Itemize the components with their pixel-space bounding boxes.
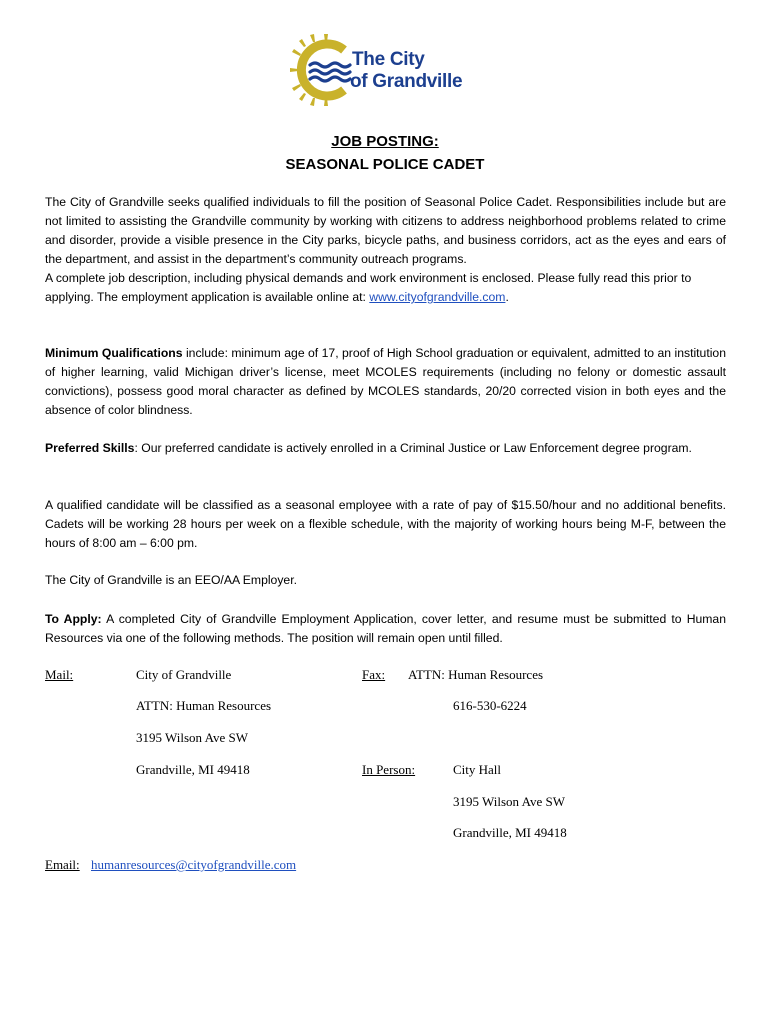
apply-paragraph (45, 610, 726, 648)
logo-text-line1: The City (352, 49, 425, 70)
in-person-label: In Person: (362, 762, 416, 777)
email-link[interactable]: humanresources@cityofgrandville.com (91, 857, 297, 872)
skills-paragraph (45, 439, 726, 458)
fax-label: Fax: (362, 667, 386, 682)
qualifications-paragraph (45, 344, 726, 420)
description-paragraph (45, 269, 726, 307)
city-emblem-icon (288, 32, 358, 108)
skills-text: : Our preferred candidate is actively enrolled in a Criminal Justice or Law Enforcement degree program. (134, 441, 692, 455)
description-text: A complete job description, including physical demands and work environment is enclosed. Please fully read this prior to applying. The employment application is available online at: (45, 271, 692, 304)
apply-text: A completed City of Grandville Employment Application, cover letter, and resume must be submitted to Human Resources via one of the following methods. The position will remain open until filled. (45, 612, 726, 645)
mail-line: Grandville, MI 49418 (136, 762, 250, 777)
intro-section (45, 193, 726, 307)
description-end: . (505, 290, 509, 304)
intro-paragraph: The City of Grandville seeks qualified individuals to fill the position of Seasonal Police Cadet. Responsibilities include but are not limited to assisting the Grandville community by working with citizens to address neighborhood problems related to crime and disorder, provide a visible presence in the City parks, bicycle paths, and business corridors, act as the eyes and ears of the department, and assist in the department’s community outreach programs. (45, 195, 726, 266)
city-logo (288, 32, 488, 108)
mail-line: ATTN: Human Resources (136, 698, 272, 713)
mail-label: Mail: (45, 667, 74, 682)
email-label: Email: (45, 857, 80, 872)
apply-label: To Apply: (45, 612, 102, 626)
mail-line: 3195 Wilson Ave SW (136, 730, 249, 745)
skills-label: Preferred Skills (45, 441, 135, 455)
fax-number: 616-530-6224 (453, 698, 527, 713)
fax-attn: ATTN: Human Resources (408, 667, 544, 682)
pay-paragraph: A qualified candidate will be classified as a seasonal employee with a rate of pay of $15.50/hour and no additional benefits. Cadets will be working 28 hours per week on a flexible schedule, with the majority of working hours being M-F, between the hours of 8:00 am – 6:00 pm. (45, 498, 726, 550)
eeo-statement: The City of Grandville is an EEO/AA Employer. (45, 573, 297, 587)
qualifications-text: include: minimum age of 17, proof of High School graduation or equivalent, admitted to an institution of higher learning, valid Michigan driver’s license, meet MCOLES requirements (including no felony or domestic assault convictions), possess good moral character as defined by MCOLES standards, 20/20 corrected vision in both eyes and the absence of color blindness. (45, 346, 726, 417)
job-title: SEASONAL POLICE CADET (285, 156, 485, 173)
in-person-line: Grandville, MI 49418 (453, 825, 567, 840)
in-person-line: 3195 Wilson Ave SW (453, 794, 566, 809)
page-title: JOB POSTING: (331, 133, 439, 150)
mail-line: City of Grandville (136, 667, 232, 682)
logo-text-line2: of Grandville (350, 71, 463, 92)
in-person-line: City Hall (453, 762, 502, 777)
website-link[interactable]: www.cityofgrandville.com (369, 290, 506, 304)
qualifications-label: Minimum Qualifications (45, 346, 183, 360)
